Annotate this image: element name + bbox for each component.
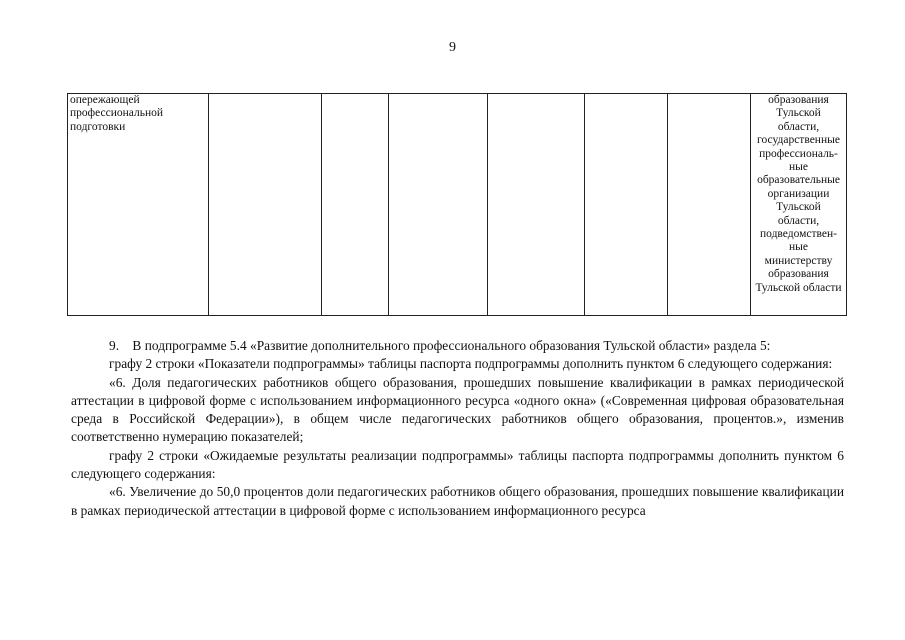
document-body xyxy=(71,337,844,520)
cell-line: опережающей xyxy=(70,94,140,106)
paragraph: «6. Доля педагогических работников общего образования, прошедших повышение квалификации в рамках периодической аттестации в цифровой форме с использованием информационного ресурса «одного окна» («Современная цифровая образовательная среда в Российской Федерации»), в общем числе педагогических работников общего образования, процентов.», изменив соответственно нумерацию показателей; xyxy=(71,374,844,445)
cell-line: Тульской области xyxy=(755,281,842,294)
table-cell-empty xyxy=(209,94,322,316)
table-cell-executors xyxy=(751,94,847,316)
cell-line: Тульской xyxy=(776,201,821,214)
cell-line: профессиональ- xyxy=(759,147,838,160)
cell-line: области, xyxy=(777,214,820,227)
table-cell-empty xyxy=(488,94,585,316)
cell-line: профессиональной xyxy=(70,107,164,120)
cell-line: образовательные xyxy=(757,174,840,187)
table-cell-empty xyxy=(389,94,488,316)
cell-line: образования xyxy=(768,268,829,281)
paragraph-item-9: 9. В подпрограмме 5.4 «Развитие дополнительного профессионального образования Тульской области» раздела 5: xyxy=(109,338,771,353)
paragraph: графу 2 строки «Ожидаемые результаты реализации подпрограммы» таблицы паспорта подпрограммы дополнить пунктом 6 следующего содержания: xyxy=(71,447,844,482)
cell-line: подведомствен- xyxy=(760,228,837,241)
cell-line: подготовки xyxy=(70,120,126,133)
table-cell-indicator xyxy=(68,94,209,316)
table-cell-empty xyxy=(668,94,751,316)
paragraph: графу 2 строки «Показатели подпрограммы» таблицы паспорта подпрограммы дополнить пунктом 6 следующего содержания: xyxy=(109,356,833,372)
cell-line: государственные xyxy=(757,134,840,147)
table-cell-empty xyxy=(322,94,389,316)
paragraph: «6. Увеличение до 50,0 процентов доли педагогических работников общего образования, прошедших повышение квалификации в рамках периодической аттестации в цифровой форме с использованием информационного ресурса xyxy=(71,484,844,518)
cell-line: организации xyxy=(767,187,830,200)
cell-line: ные xyxy=(789,161,808,174)
cell-line: министерству xyxy=(764,254,833,267)
cell-line: Тульской xyxy=(776,107,821,120)
cell-line: ные xyxy=(789,241,808,254)
cell-line: области, xyxy=(777,120,820,133)
table-cell-empty xyxy=(585,94,668,316)
cell-line: образования xyxy=(768,94,829,106)
passport-table xyxy=(67,93,847,316)
page-number: 9 xyxy=(449,40,456,55)
table-row xyxy=(68,94,847,316)
